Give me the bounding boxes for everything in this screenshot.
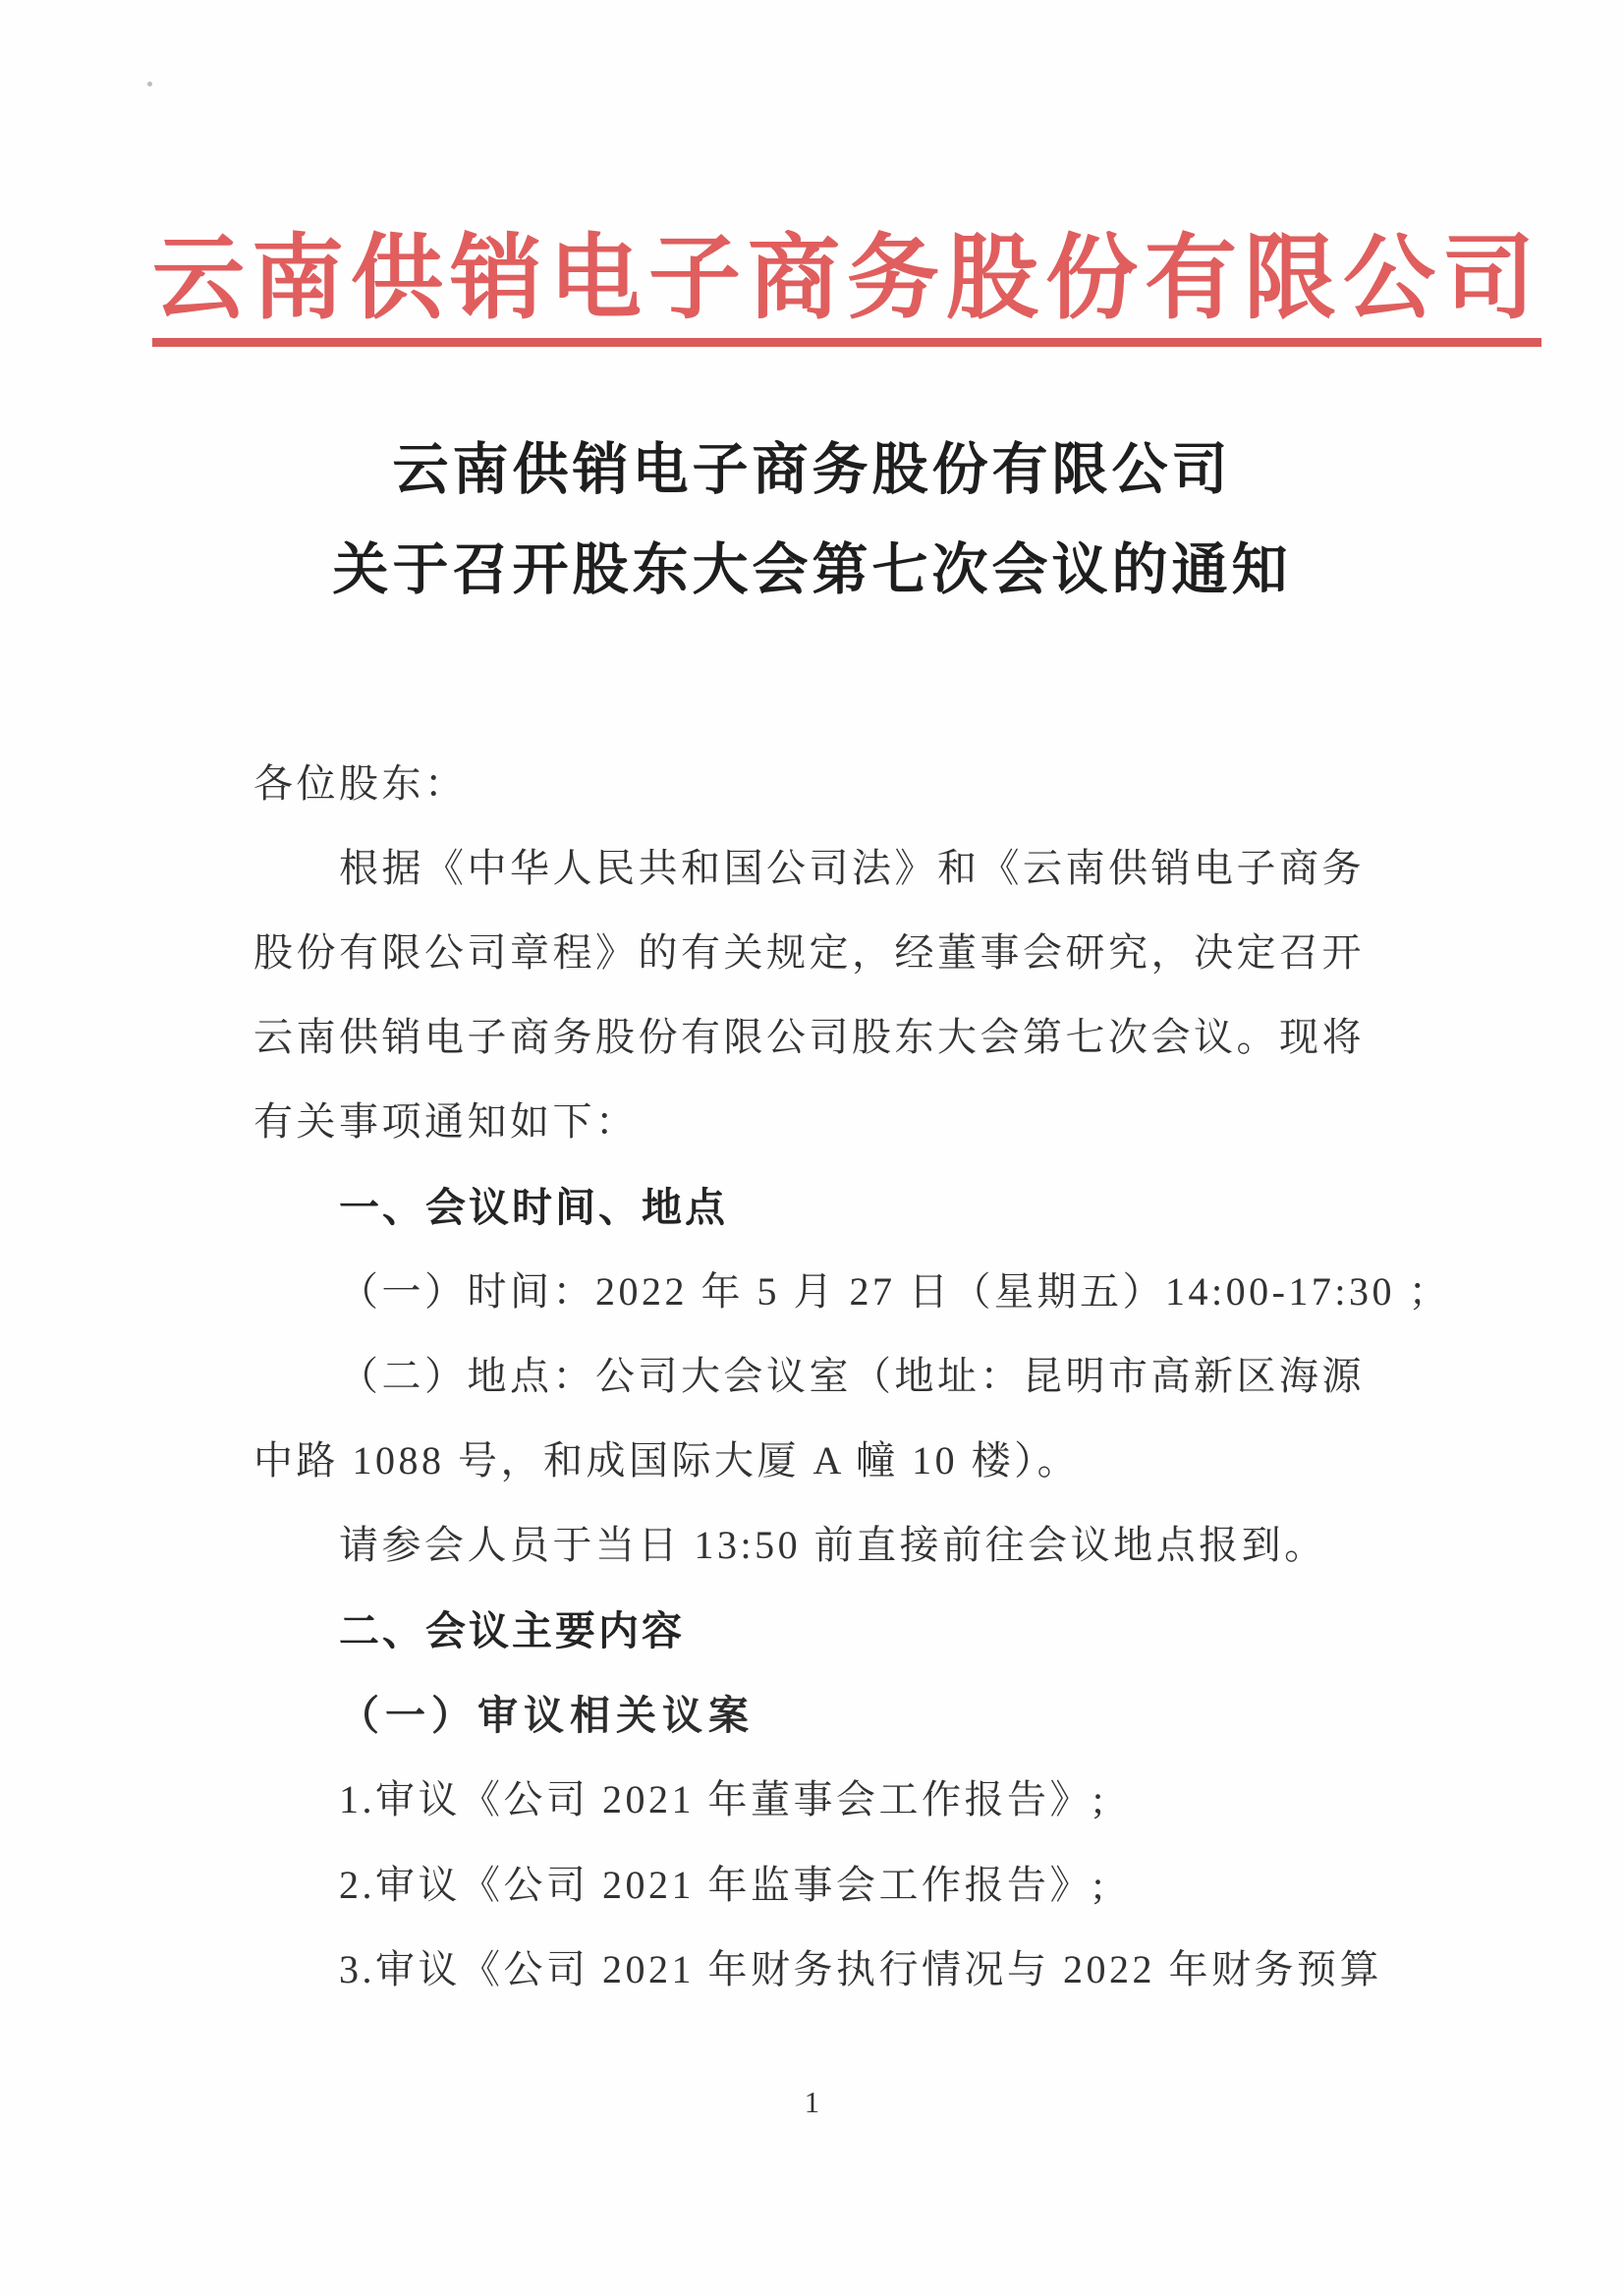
meeting-place-line-2: 中路 1088 号，和成国际大厦 A 幢 10 楼）。 [253, 1438, 1081, 1483]
body-line: 根据《中华人民共和国公司法》和《云南供销电子商务 [339, 846, 1365, 890]
salutation-line: 各位股东： [253, 761, 468, 806]
meeting-time-line: （一）时间：2022 年 5 月 27 日（星期五）14:00-17:30 ； [339, 1269, 1452, 1314]
section-heading-1: 一、会议时间、地点 [339, 1185, 728, 1230]
check-in-line: 请参会人员于当日 13:50 前直接前往会议地点报到。 [339, 1523, 1327, 1567]
sub-heading: （一）审议相关议案 [339, 1693, 755, 1738]
section-heading-2: 二、会议主要内容 [339, 1608, 685, 1653]
letterhead-company-name: 云南供销电子商务股份有限公司 [152, 228, 1542, 330]
letterhead-underline [152, 338, 1541, 347]
agenda-item-1: 1.审议《公司 2021 年董事会工作报告》; [339, 1777, 1107, 1821]
body-line: 股份有限公司章程》的有关规定，经董事会研究，决定召开 [253, 930, 1365, 975]
body-line: 有关事项通知如下： [253, 1099, 639, 1144]
meeting-place-line: （二）地点：公司大会议室（地址：昆明市高新区海源 [339, 1354, 1365, 1398]
document-title-line1: 云南供销电子商务股份有限公司 [392, 439, 1232, 501]
body-line: 云南供销电子商务股份有限公司股东大会第七次会议。现将 [253, 1015, 1365, 1059]
agenda-item-2: 2.审议《公司 2021 年监事会工作报告》; [339, 1863, 1107, 1907]
agenda-item-3: 3.审议《公司 2021 年财务执行情况与 2022 年财务预算 [339, 1947, 1382, 1991]
page-number: 1 [804, 2085, 820, 2119]
scan-speck-artifact [147, 82, 152, 86]
document-title-line2: 关于召开股东大会第七次会议的通知 [332, 539, 1292, 601]
